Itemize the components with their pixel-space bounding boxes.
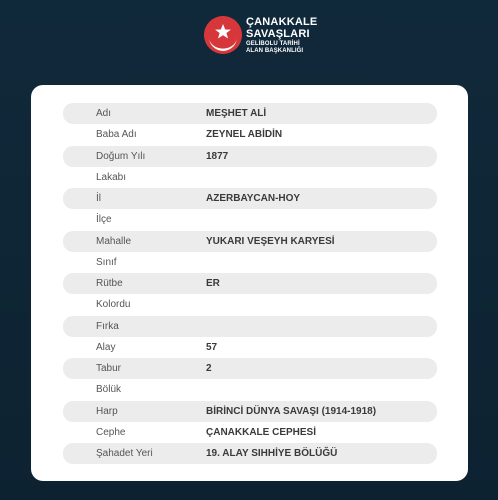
row-value: ER — [206, 278, 220, 289]
row-label: Bölük — [96, 384, 122, 396]
table-row — [63, 209, 437, 230]
table-row — [63, 294, 437, 315]
row-value: 2 — [206, 363, 212, 374]
table-row — [63, 358, 437, 379]
row-value: MEŞHET ALİ — [206, 108, 267, 119]
table-row — [63, 103, 437, 124]
row-label: Adı — [96, 108, 112, 119]
table-row — [63, 124, 437, 145]
row-label: Kolordu — [96, 299, 131, 311]
table-row — [63, 231, 437, 252]
row-value: ZEYNEL ABİDİN — [206, 129, 283, 141]
row-label: Lakabı — [96, 171, 127, 183]
row-value: 19. ALAY SIHHİYE BÖLÜĞÜ — [206, 448, 338, 459]
table-row — [63, 422, 437, 443]
row-value: YUKARI VEŞEYH KARYESİ — [206, 235, 335, 247]
crescent-star-icon — [204, 16, 242, 54]
table-row — [63, 273, 437, 294]
row-label: İl — [96, 193, 101, 204]
table-row — [63, 188, 437, 209]
table-row — [63, 316, 437, 337]
row-value: 57 — [206, 341, 218, 353]
row-label: Şahadet Yeri — [96, 448, 153, 459]
logo-line-4: ALAN BAŞKANLIĞI — [246, 47, 304, 54]
row-label: Alay — [96, 341, 116, 353]
logo-line-1: ÇANAKKALE — [246, 15, 318, 28]
row-label: Mahalle — [96, 235, 132, 247]
row-value: AZERBAYCAN-HOY — [206, 193, 301, 204]
row-label: Rütbe — [96, 278, 123, 289]
row-value: 1877 — [206, 150, 229, 162]
row-label: Tabur — [96, 363, 122, 374]
table-row — [63, 401, 437, 422]
site-logo[interactable] — [204, 16, 317, 54]
record-table — [63, 103, 437, 464]
row-label: Sınıf — [96, 256, 117, 268]
logo-line-2: SAVAŞLARI — [246, 27, 310, 40]
table-row — [63, 167, 437, 188]
table-row — [63, 337, 437, 358]
logo-text — [246, 17, 317, 54]
row-label: Doğum Yılı — [96, 150, 146, 162]
row-label: Harp — [96, 405, 118, 417]
row-label: İlçe — [96, 214, 112, 226]
record-card — [31, 85, 468, 481]
row-value: ÇANAKKALE CEPHESİ — [206, 426, 317, 438]
table-row — [63, 443, 437, 464]
row-label: Cephe — [96, 426, 126, 438]
row-value: BİRİNCİ DÜNYA SAVAŞI (1914-1918) — [206, 405, 377, 417]
row-label: Baba Adı — [96, 129, 137, 141]
table-row — [63, 379, 437, 400]
table-row — [63, 252, 437, 273]
row-label: Fırka — [96, 320, 119, 332]
logo-line-3: GELİBOLU TARİHİ — [246, 40, 300, 47]
table-row — [63, 146, 437, 167]
